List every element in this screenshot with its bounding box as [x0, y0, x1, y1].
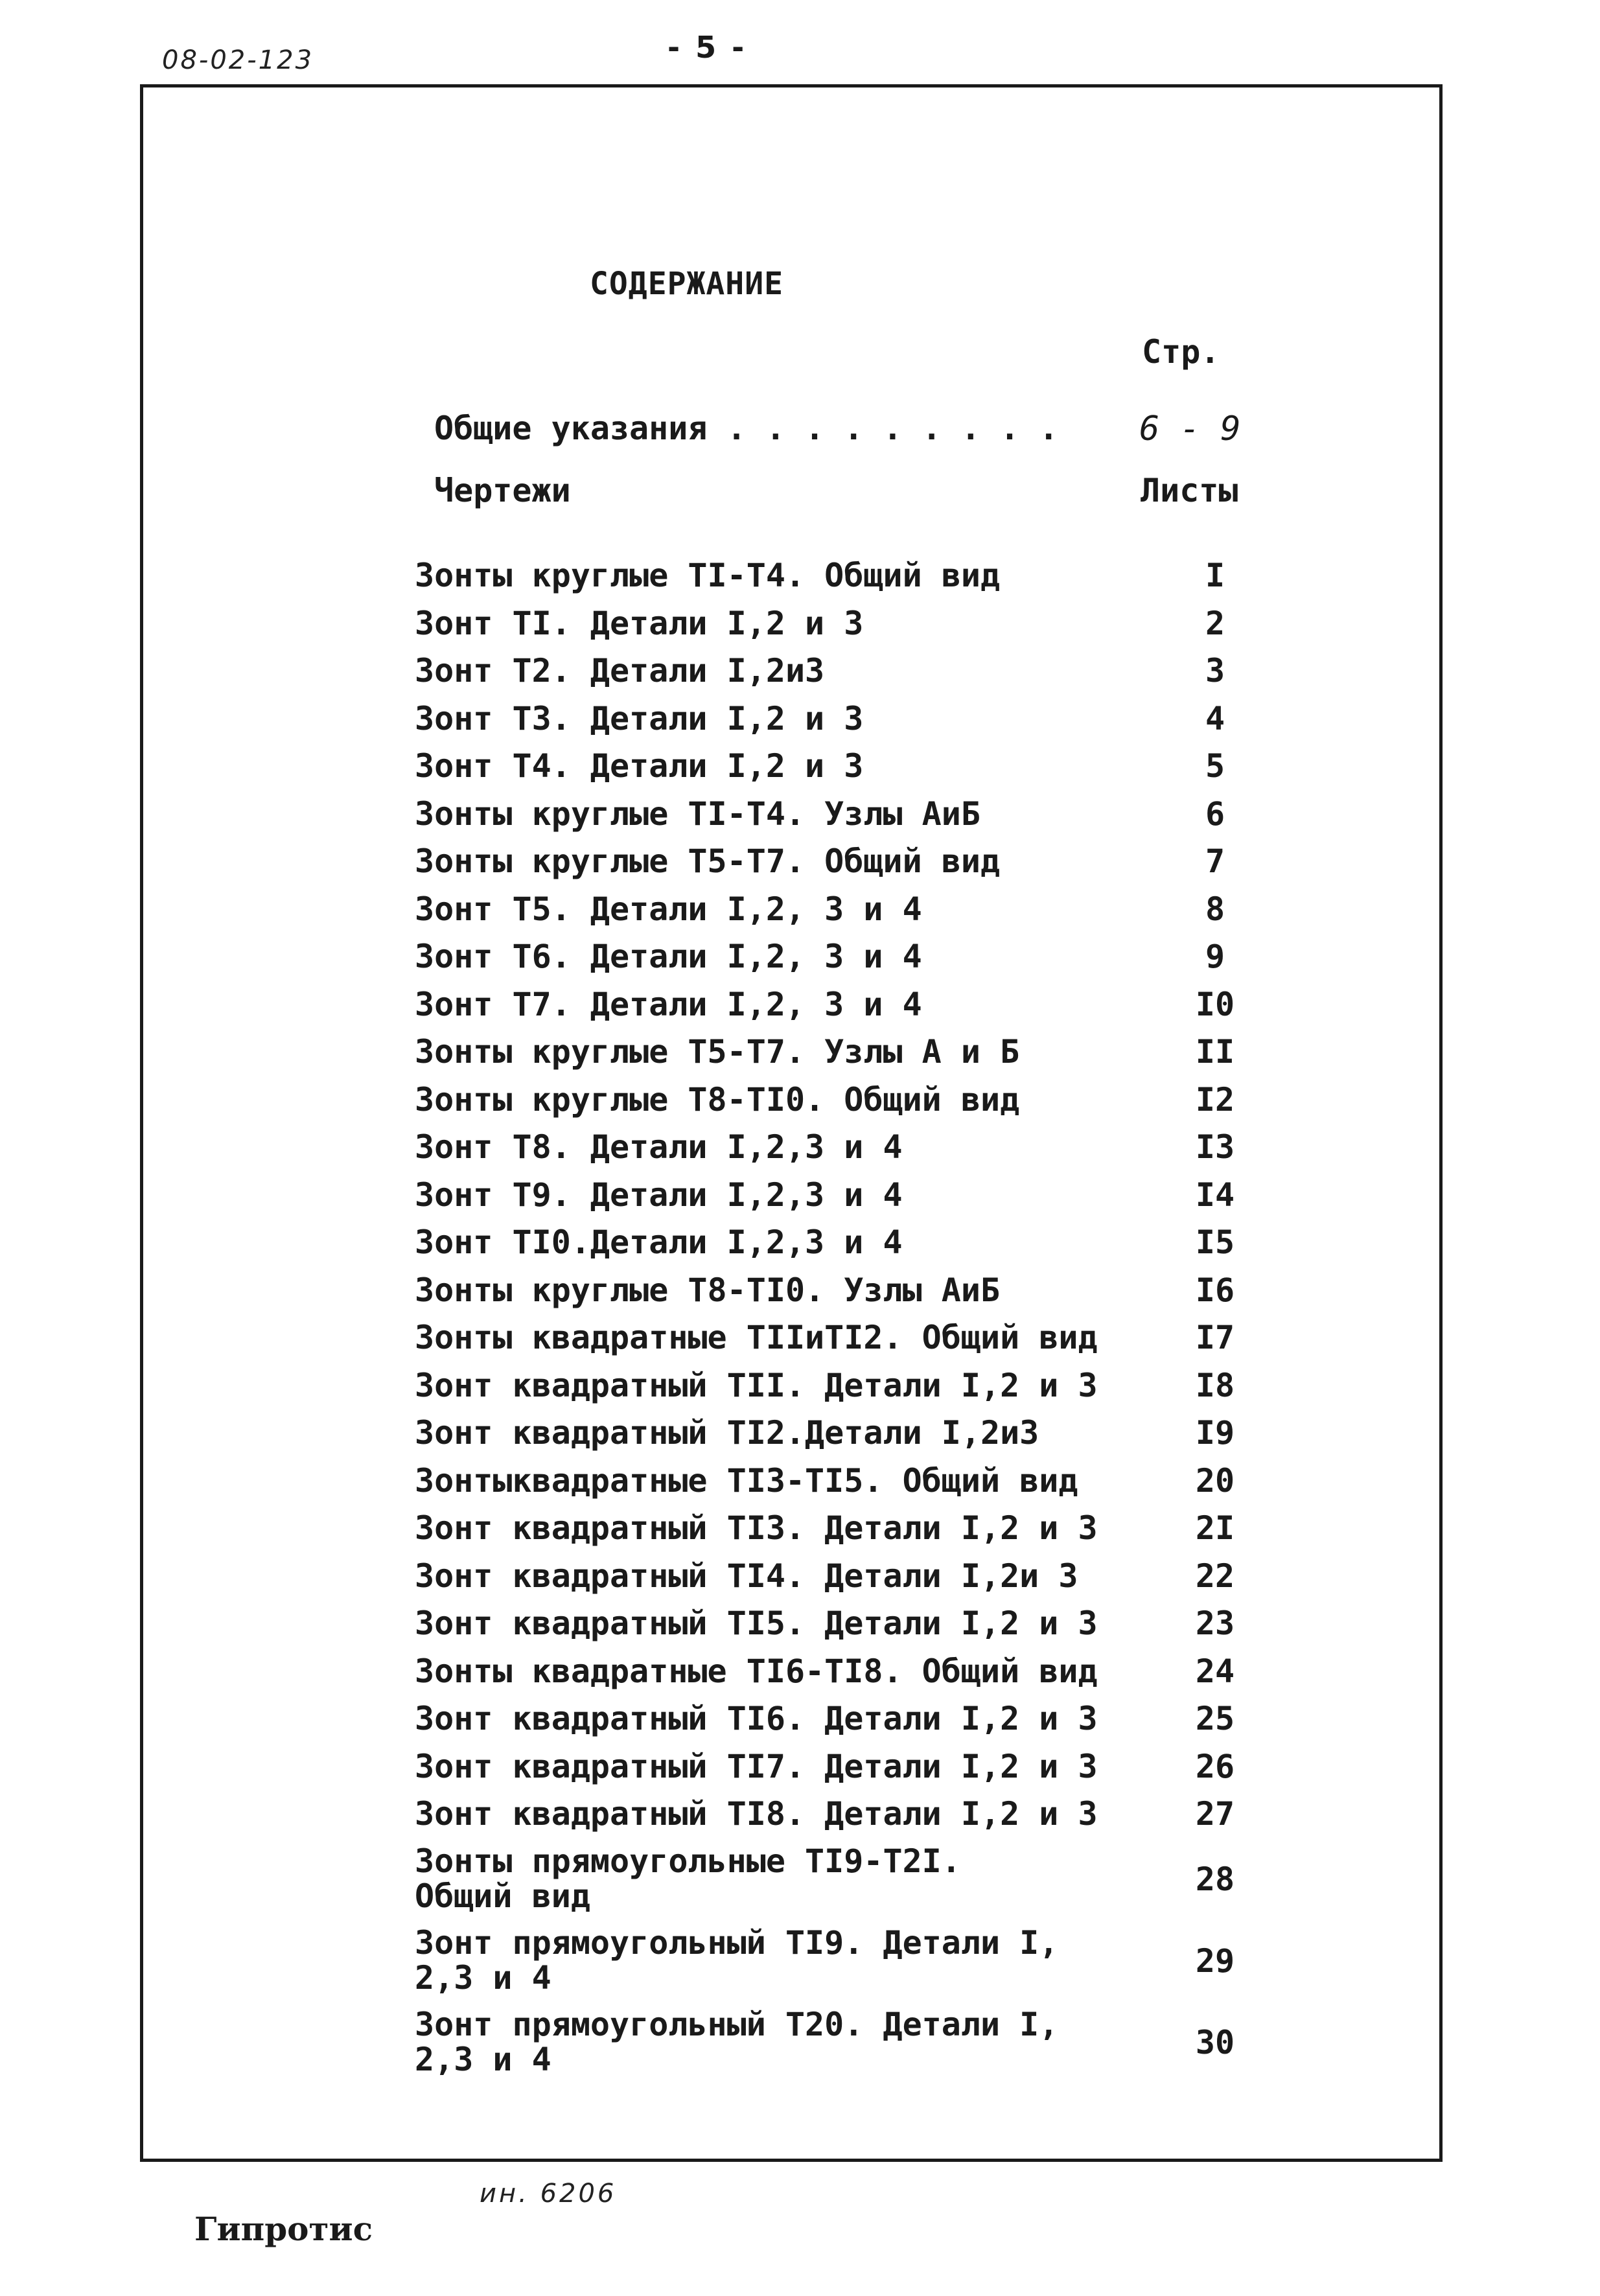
entry-title: Зонт Т3. Детали I,2 и 3 — [415, 699, 864, 737]
sheet-column-header: Листы — [1141, 472, 1238, 509]
entry-sheet-number: I6 — [1195, 1271, 1235, 1309]
entry-title: Зонт Т7. Детали I,2, 3 и 4 — [415, 985, 922, 1023]
contents-entry — [415, 1838, 1309, 1920]
entry-title: Зонт квадратный ТI8. Детали I,2 и 3 — [415, 1795, 1098, 1833]
contents-entry — [415, 2002, 1309, 2083]
contents-entry — [415, 1076, 1309, 1124]
entry-title: Зонт ТI0.Детали I,2,3 и 4 — [415, 1223, 903, 1261]
contents-entry — [415, 933, 1309, 981]
contents-entry — [415, 791, 1309, 839]
entry-sheet-number: II — [1195, 1033, 1235, 1071]
entry-sheet-number: I — [1205, 557, 1225, 594]
entry-title: Зонт Т6. Детали I,2, 3 и 4 — [415, 938, 922, 975]
entry-title: Зонт квадратный ТII. Детали I,2 и 3 — [415, 1366, 1098, 1404]
entry-sheet-number: 6 — [1205, 794, 1225, 833]
entry-title: Зонт квадратный ТI6. Детали I,2 и 3 — [415, 1700, 1098, 1737]
contents-entry — [415, 1457, 1309, 1505]
entry-sheet-number: I2 — [1195, 1080, 1235, 1119]
entry-title: Зонты круглые ТI-Т4. Узлы АиБ — [415, 794, 980, 833]
contents-entry — [415, 1505, 1309, 1553]
entry-sheet-number: 4 — [1205, 699, 1225, 737]
entry-title: Зонт квадратный ТI7. Детали I,2 и 3 — [415, 1747, 1098, 1785]
entry-title: Зонты круглые Т5-Т7. Узлы А и Б — [415, 1033, 1020, 1071]
general-instructions-pages: 6 - 9 — [1139, 410, 1241, 448]
document-code: 08-02-123 — [162, 45, 314, 75]
contents-entry — [415, 1409, 1309, 1457]
entry-title: Зонт Т5. Детали I,2, 3 и 4 — [415, 890, 922, 928]
entry-title: Зонт квадратный ТI2.Детали I,2и3 — [415, 1414, 1039, 1452]
entry-title: Зонты круглые ТI-Т4. Общий вид — [415, 557, 1001, 594]
contents-entry — [415, 743, 1309, 791]
page-number: - 5 - — [667, 30, 747, 65]
entry-title: Зонт прямоугольный Т20. Детали I, 2,3 и 4 — [415, 2005, 1059, 2078]
entry-sheet-number: 2I — [1195, 1509, 1235, 1547]
contents-entry — [415, 1362, 1309, 1410]
entry-title: Зонты круглые Т5-Т7. Общий вид — [415, 842, 1001, 880]
entry-sheet-number: 2 — [1205, 604, 1225, 642]
entry-title: Зонт прямоугольный ТI9. Детали I, 2,3 и 4 — [415, 1923, 1059, 1997]
entry-sheet-number: 20 — [1195, 1461, 1235, 1500]
entry-title: Зонт Т9. Детали I,2,3 и 4 — [415, 1176, 903, 1214]
general-instructions-entry: Общие указания . . . . . . . . . — [434, 410, 1059, 447]
contents-entry — [415, 1600, 1309, 1648]
contents-entry — [415, 981, 1309, 1029]
contents-title: СОДЕРЖАНИЕ — [590, 266, 783, 302]
entry-title: Зонт Т4. Детали I,2 и 3 — [415, 747, 864, 785]
entry-sheet-number: I0 — [1195, 985, 1235, 1023]
contents-entry — [415, 695, 1309, 743]
entry-title: Зонтыквадратные ТI3-ТI5. Общий вид — [415, 1461, 1078, 1500]
contents-entry — [415, 886, 1309, 934]
contents-entry — [415, 1695, 1309, 1743]
contents-entry — [415, 838, 1309, 886]
entry-title: Зонты круглые Т8-ТI0. Узлы АиБ — [415, 1271, 1001, 1309]
entry-sheet-number: I3 — [1195, 1128, 1235, 1166]
contents-entry — [415, 1267, 1309, 1315]
contents-entry — [415, 600, 1309, 648]
organization-name: Гипротис — [194, 2210, 373, 2248]
entry-sheet-number: 5 — [1205, 747, 1225, 785]
entry-sheet-number: I9 — [1195, 1414, 1235, 1452]
entry-sheet-number: 28 — [1195, 1860, 1235, 1898]
contents-entry — [415, 1314, 1309, 1362]
entry-title: Зонт Т8. Детали I,2,3 и 4 — [415, 1128, 903, 1166]
handwritten-inventory-number: ин. 6206 — [480, 2179, 617, 2209]
contents-entry — [415, 1553, 1309, 1601]
entry-sheet-number: 3 — [1205, 652, 1225, 690]
entry-sheet-number: 8 — [1205, 890, 1225, 928]
entry-sheet-number: 30 — [1195, 2023, 1235, 2061]
entry-sheet-number: 9 — [1205, 938, 1225, 975]
contents-list — [415, 552, 1309, 2083]
contents-entry — [415, 1028, 1309, 1076]
contents-entry — [415, 1743, 1309, 1791]
entry-title: Зонты квадратные ТI6-ТI8. Общий вид — [415, 1652, 1098, 1690]
entry-title: Зонт квадратный ТI4. Детали I,2и 3 — [415, 1557, 1078, 1595]
entry-title: Зонты прямоугольные ТI9-Т2I. Общий вид — [415, 1842, 961, 1915]
entry-title: Зонты круглые Т8-ТI0. Общий вид — [415, 1080, 1020, 1119]
entry-title: Зонт ТI. Детали I,2 и 3 — [415, 604, 864, 642]
contents-entry — [415, 1920, 1309, 2002]
contents-entry — [415, 1219, 1309, 1267]
entry-sheet-number: 7 — [1205, 842, 1225, 880]
entry-sheet-number: 29 — [1195, 1942, 1235, 1980]
entry-sheet-number: I5 — [1195, 1223, 1235, 1261]
entry-sheet-number: I8 — [1195, 1366, 1235, 1404]
entry-title: Зонты квадратные ТIIиТI2. Общий вид — [415, 1319, 1098, 1356]
contents-entry — [415, 552, 1309, 600]
contents-entry — [415, 1648, 1309, 1696]
entry-sheet-number: 24 — [1195, 1652, 1235, 1690]
contents-entry — [415, 1791, 1309, 1838]
entry-title: Зонт Т2. Детали I,2и3 — [415, 652, 825, 690]
entry-sheet-number: 26 — [1195, 1747, 1235, 1785]
entry-sheet-number: I7 — [1195, 1319, 1235, 1356]
entry-title: Зонт квадратный ТI5. Детали I,2 и 3 — [415, 1605, 1098, 1642]
entry-sheet-number: I4 — [1195, 1176, 1235, 1214]
page-column-header: Стр. — [1142, 333, 1220, 371]
contents-entry — [415, 1172, 1309, 1220]
entry-sheet-number: 23 — [1195, 1605, 1235, 1642]
entry-title: Зонт квадратный ТI3. Детали I,2 и 3 — [415, 1509, 1098, 1547]
contents-entry — [415, 647, 1309, 695]
drawings-section-label: Чертежи — [434, 472, 571, 509]
entry-sheet-number: 25 — [1195, 1700, 1235, 1737]
contents-entry — [415, 1124, 1309, 1172]
entry-sheet-number: 22 — [1195, 1557, 1235, 1595]
entry-sheet-number: 27 — [1195, 1795, 1235, 1833]
